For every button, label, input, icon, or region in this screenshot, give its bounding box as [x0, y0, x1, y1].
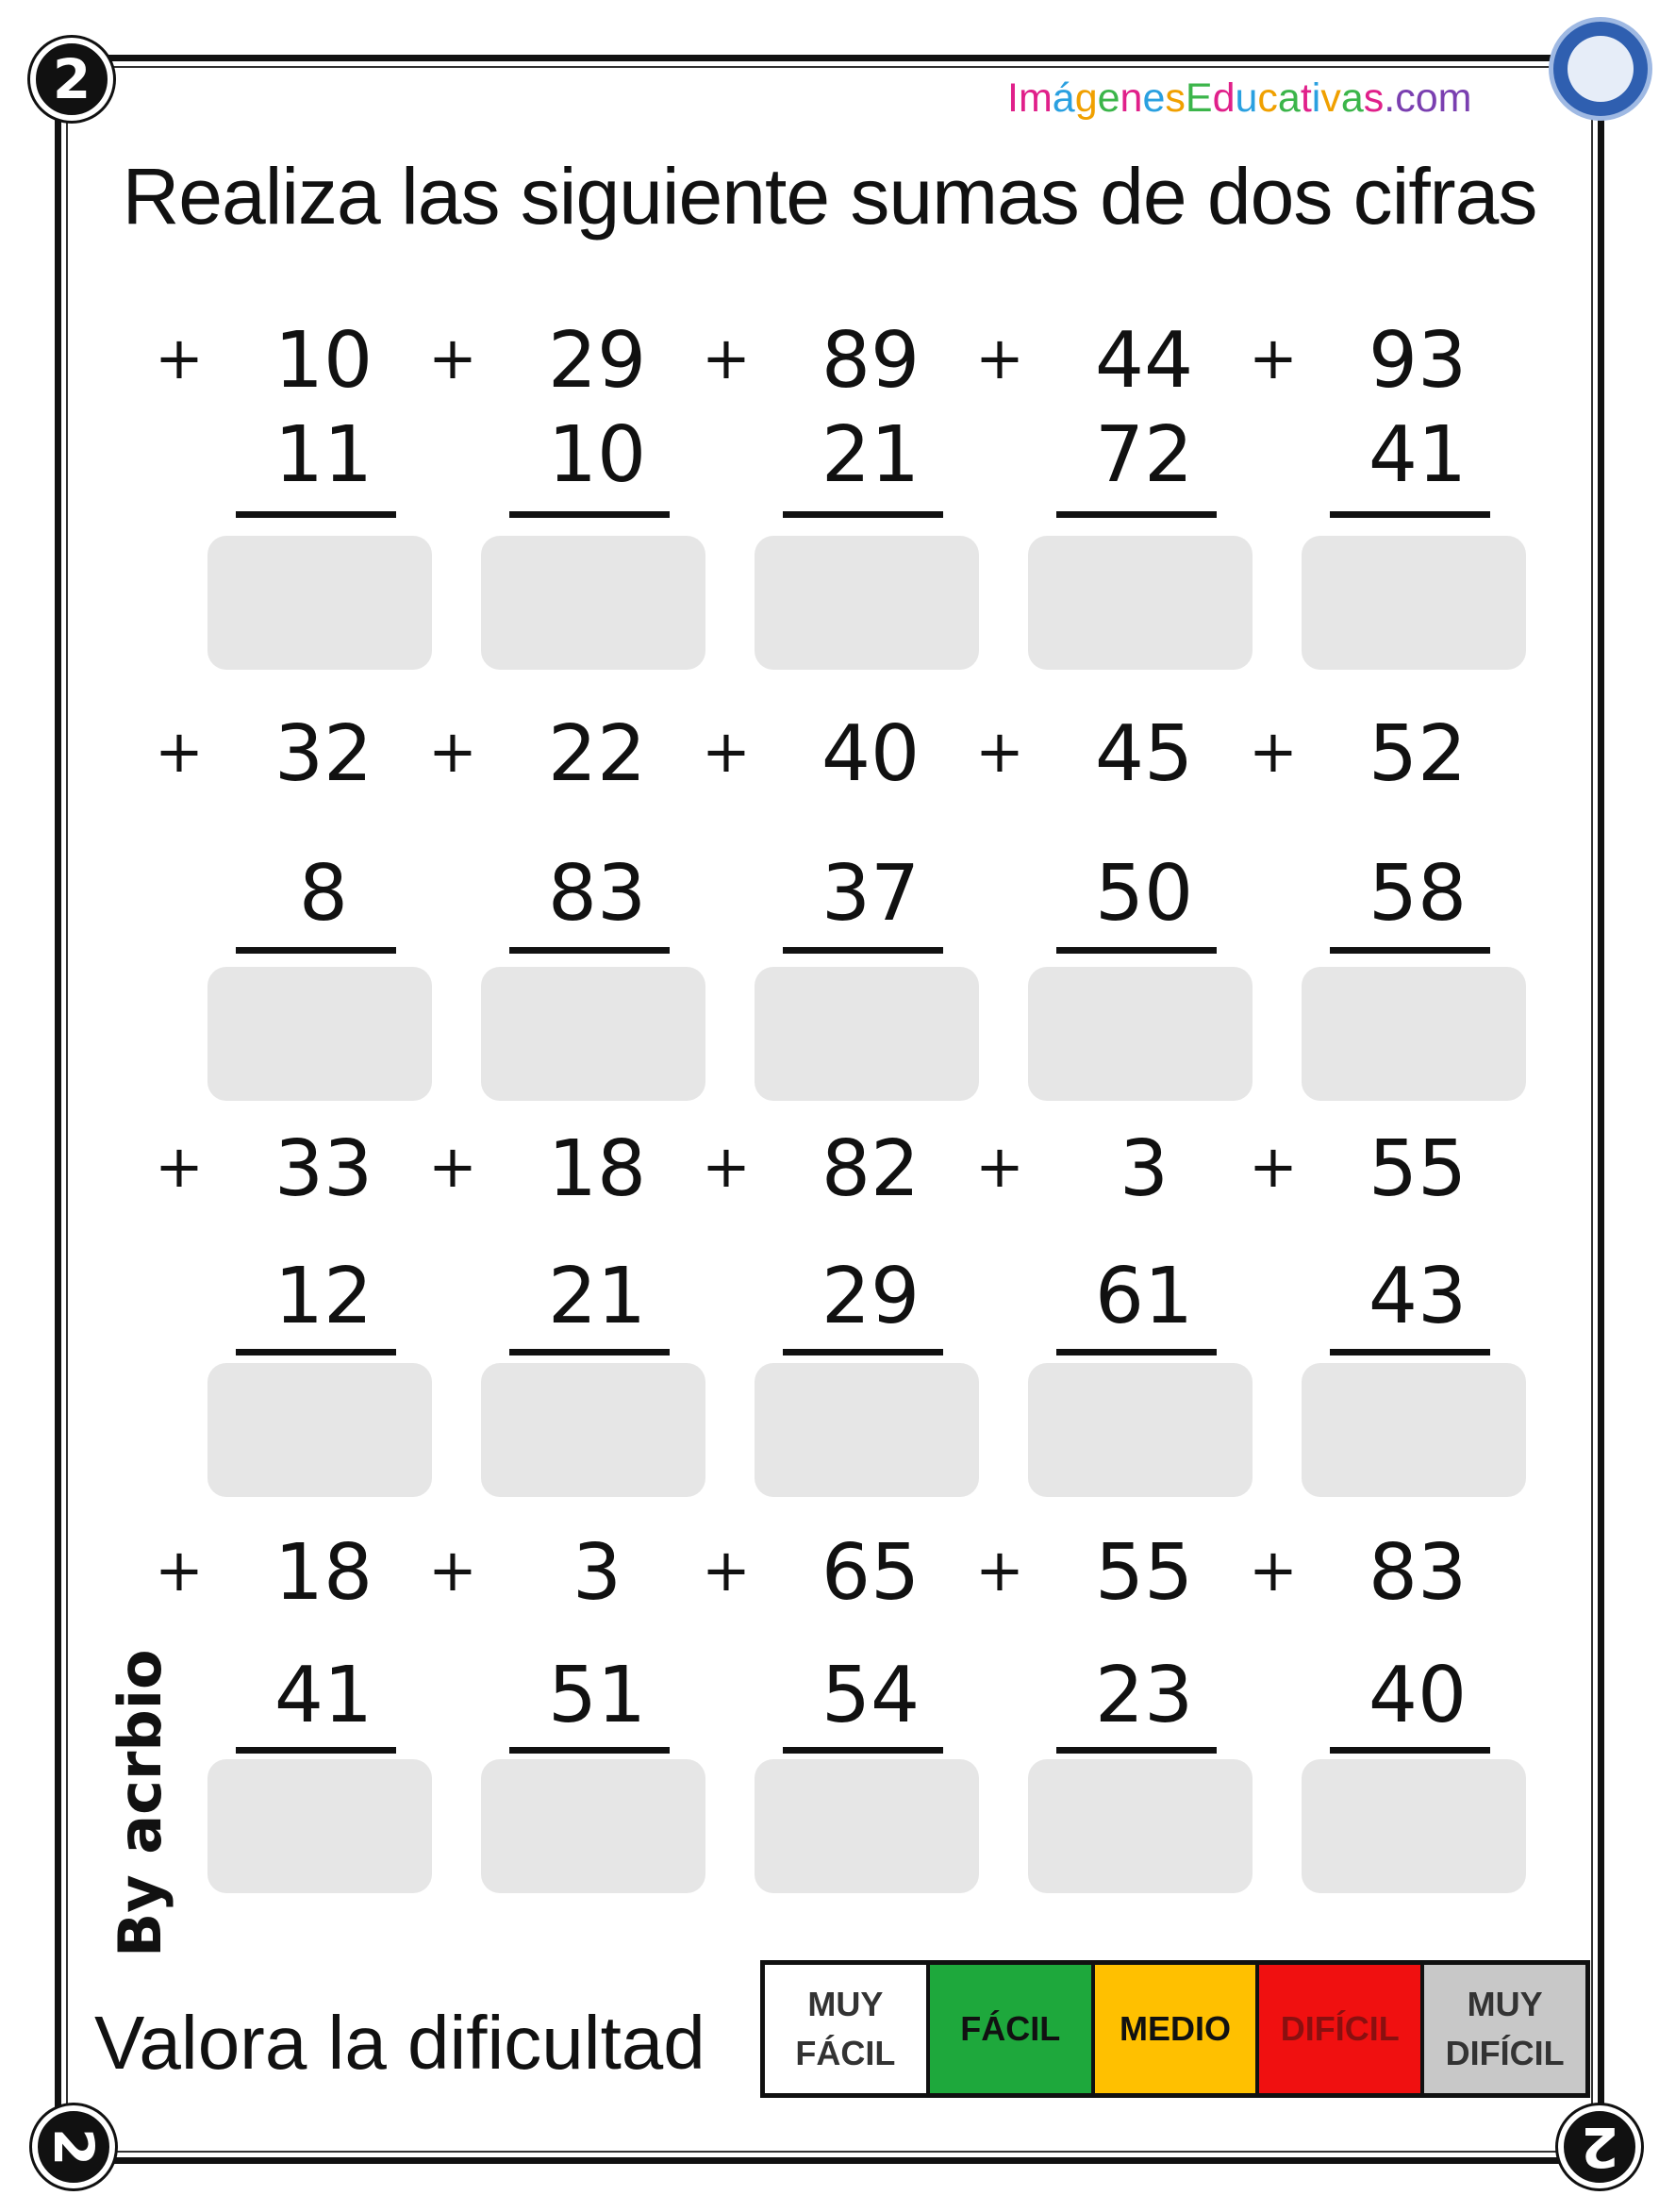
- answer-box[interactable]: [207, 1759, 432, 1893]
- answer-box[interactable]: [755, 536, 979, 670]
- sum-line: [1056, 1349, 1217, 1355]
- author-credit: By acrbio: [106, 1649, 174, 1957]
- difficulty-rating-bar: [760, 1960, 1590, 2098]
- corner-badge-bottom-right: 2: [1558, 2105, 1641, 2188]
- difficulty-option[interactable]: MUY FÁCIL: [765, 1965, 926, 2093]
- plus-sign: +: [428, 1536, 477, 1605]
- sum-line: [783, 511, 943, 518]
- sum-line: [236, 1747, 396, 1754]
- plus-sign: +: [702, 1536, 751, 1605]
- second-addend: 12: [274, 1252, 373, 1341]
- second-addend: 58: [1368, 849, 1468, 939]
- brand-letter: g: [1074, 75, 1098, 121]
- answer-box[interactable]: [755, 1363, 979, 1497]
- sum-line: [236, 947, 396, 954]
- answer-box[interactable]: [207, 967, 432, 1101]
- first-addend: 32: [274, 709, 373, 799]
- second-addend: 43: [1368, 1252, 1468, 1341]
- sum-line: [509, 511, 670, 518]
- answer-box[interactable]: [1302, 967, 1526, 1101]
- brand-letter: u: [1235, 75, 1258, 121]
- second-addend: 51: [547, 1651, 647, 1740]
- brand-letter: e: [1142, 75, 1166, 121]
- sum-line: [783, 1349, 943, 1355]
- difficulty-option[interactable]: DIFÍCIL: [1255, 1965, 1420, 2093]
- brand-letter: a: [1277, 75, 1301, 121]
- brand-letter: t: [1300, 75, 1312, 121]
- sum-line: [1056, 1747, 1217, 1754]
- answer-box[interactable]: [481, 1363, 705, 1497]
- first-addend: 83: [1368, 1528, 1468, 1618]
- sum-line: [509, 947, 670, 954]
- second-addend: 50: [1094, 849, 1194, 939]
- second-addend: 8: [298, 849, 349, 939]
- plus-sign: +: [155, 324, 204, 392]
- first-addend: 22: [547, 709, 647, 799]
- second-addend: 21: [547, 1252, 647, 1341]
- first-addend: 55: [1368, 1124, 1468, 1214]
- second-addend: 11: [274, 410, 373, 500]
- plus-sign: +: [702, 324, 751, 392]
- plus-sign: +: [1249, 324, 1298, 392]
- brand-letter: c: [1257, 75, 1278, 121]
- second-addend: 29: [821, 1252, 921, 1341]
- brand-letter: Im: [1007, 75, 1053, 121]
- plus-sign: +: [155, 1536, 204, 1605]
- plus-sign: +: [1249, 1536, 1298, 1605]
- sum-line: [783, 1747, 943, 1754]
- first-addend: 52: [1368, 709, 1468, 799]
- brand-letter: á: [1052, 75, 1075, 121]
- answer-box[interactable]: [755, 1759, 979, 1893]
- first-addend: 10: [274, 316, 373, 406]
- second-addend: 40: [1368, 1651, 1468, 1740]
- sum-line: [1330, 1349, 1490, 1355]
- first-addend: 89: [821, 316, 921, 406]
- first-addend: 3: [1119, 1124, 1170, 1214]
- sum-line: [1056, 947, 1217, 954]
- plus-sign: +: [155, 1132, 204, 1201]
- sum-line: [1056, 511, 1217, 518]
- first-addend: 33: [274, 1124, 373, 1214]
- sum-line: [1330, 947, 1490, 954]
- first-addend: 82: [821, 1124, 921, 1214]
- second-addend: 21: [821, 410, 921, 500]
- brand-letter: s: [1363, 75, 1385, 121]
- plus-sign: +: [428, 324, 477, 392]
- brand-letter: v: [1320, 75, 1341, 121]
- sum-line: [1330, 511, 1490, 518]
- first-addend: 55: [1094, 1528, 1194, 1618]
- answer-box[interactable]: [1028, 1363, 1253, 1497]
- first-addend: 45: [1094, 709, 1194, 799]
- brand-letter: .com: [1384, 75, 1472, 121]
- corner-badge-bottom-left: 2: [32, 2105, 115, 2188]
- brand-letter: i: [1311, 75, 1321, 121]
- answer-box[interactable]: [207, 536, 432, 670]
- brand-letter: d: [1212, 75, 1236, 121]
- sum-line: [1330, 1747, 1490, 1754]
- answer-box[interactable]: [481, 967, 705, 1101]
- second-addend: 54: [821, 1651, 921, 1740]
- plus-sign: +: [428, 1132, 477, 1201]
- plus-sign: +: [428, 717, 477, 786]
- worksheet-title: Realiza las siguiente sumas de dos cifras: [122, 152, 1537, 241]
- brand-letter: E: [1185, 75, 1213, 121]
- answer-box[interactable]: [1302, 536, 1526, 670]
- plus-sign: +: [1249, 717, 1298, 786]
- sum-line: [236, 511, 396, 518]
- plus-sign: +: [1249, 1132, 1298, 1201]
- first-addend: 18: [547, 1124, 647, 1214]
- brand-letter: n: [1120, 75, 1143, 121]
- plus-sign: +: [975, 324, 1024, 392]
- first-addend: 3: [572, 1528, 622, 1618]
- difficulty-option[interactable]: MEDIO: [1091, 1965, 1256, 2093]
- answer-box[interactable]: [1028, 1759, 1253, 1893]
- second-addend: 72: [1094, 410, 1194, 500]
- first-addend: 44: [1094, 316, 1194, 406]
- answer-box[interactable]: [1302, 1759, 1526, 1893]
- sum-line: [236, 1349, 396, 1355]
- plus-sign: +: [975, 1536, 1024, 1605]
- brand-letter: e: [1097, 75, 1120, 121]
- second-addend: 37: [821, 849, 921, 939]
- answer-box[interactable]: [207, 1363, 432, 1497]
- plus-sign: +: [702, 1132, 751, 1201]
- answer-box[interactable]: [481, 536, 705, 670]
- plus-sign: +: [975, 717, 1024, 786]
- second-addend: 10: [547, 410, 647, 500]
- second-addend: 83: [547, 849, 647, 939]
- difficulty-option[interactable]: FÁCIL: [926, 1965, 1091, 2093]
- corner-badge-top-left: 2: [30, 38, 113, 121]
- answer-box[interactable]: [1028, 967, 1253, 1101]
- answer-box[interactable]: [1302, 1363, 1526, 1497]
- first-addend: 93: [1368, 316, 1468, 406]
- plus-sign: +: [702, 717, 751, 786]
- sum-line: [509, 1349, 670, 1355]
- answer-box[interactable]: [481, 1759, 705, 1893]
- second-addend: 23: [1094, 1651, 1194, 1740]
- plus-sign: +: [155, 717, 204, 786]
- brand-letter: a: [1340, 75, 1364, 121]
- difficulty-option[interactable]: MUY DIFÍCIL: [1420, 1965, 1585, 2093]
- second-addend: 41: [274, 1651, 373, 1740]
- plus-sign: +: [975, 1132, 1024, 1201]
- sum-line: [509, 1747, 670, 1754]
- first-addend: 65: [821, 1528, 921, 1618]
- second-addend: 61: [1094, 1252, 1194, 1341]
- first-addend: 18: [274, 1528, 373, 1618]
- answer-box[interactable]: [1028, 536, 1253, 670]
- rating-label: Valora la dificultad: [94, 2001, 705, 2085]
- first-addend: 29: [547, 316, 647, 406]
- second-addend: 41: [1368, 410, 1468, 500]
- answer-box[interactable]: [755, 967, 979, 1101]
- brand-letter: s: [1165, 75, 1186, 121]
- sum-line: [783, 947, 943, 954]
- first-addend: 40: [821, 709, 921, 799]
